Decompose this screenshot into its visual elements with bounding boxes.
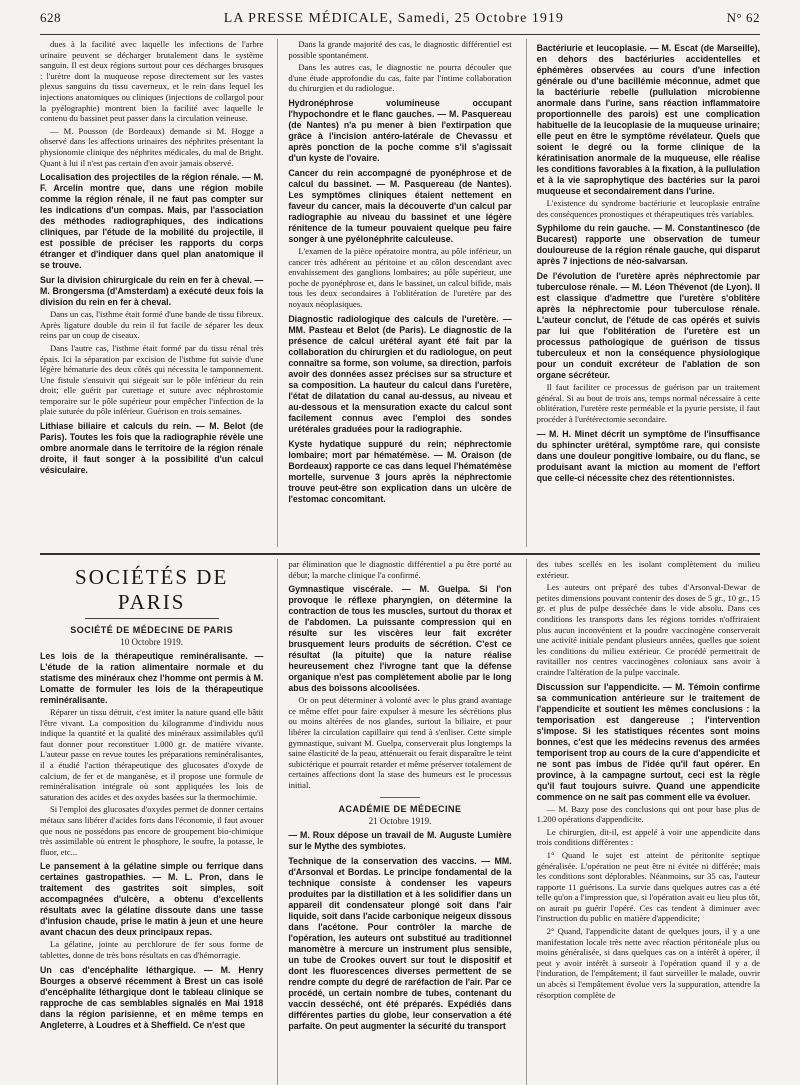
- section-title-rule: [85, 618, 219, 619]
- separator: [380, 797, 420, 798]
- paragraph: Dans les autres cas, le diagnostic ne pourra découler que d'une étude approfondie du cas, faite par l'intime collaboration du chirurgien et du radiologue.: [288, 62, 512, 94]
- article-heading: Bactériurie et leucoplasie. — M. Escat (de Marseille), en dehors des bactériuries accidentelles et éphémères observées au cours d'une infection générale ou d'une bacillémie méconnue, admet que la bactériurie rebelle (pullulation microbienne anormale dans l'urine, sans réaction inflammatoire proportionnelle des parois) est une complication habituelle de la leucoplasie de la muqueuse urinaire; elle peut en être le symptôme révélateur. Quels que soient le degré ou la forme clinique de la kératinisation anormale de la muqueuse, elle réalise les conditions favorables à la fixation, à la pullulation et à la vie saprophytique des bactéries sur la paroi muqueuse et secondairement dans l'urine.: [536, 43, 760, 196]
- top-column-3: [526, 39, 760, 547]
- bottom-column-2: [277, 559, 511, 1085]
- article-heading: Technique de la conservation des vaccins. — MM. d'Arsonval et Bordas. Le principe fondamental de la technique consiste à condenser les vapeurs produites par la distillation et à les solidifier dans un appareil dit condensateur plongé soit dans l'air liquide, soit dans l'acide carbonique neigeux dissous dans l'acétone. Pour contrôler la marche de l'opération, les auteurs ont substitué au traditionnel manomètre à mercure un instrument plus sensible, un tube de Crookes ouvert sur tout le dispositif et dont les fluorescences diverses permettent de se rendre compte du degré de raréfaction de l'air. Par ce procédé, un certain nombre de tubes, contenant du vaccin desséché, ont été préparés. Expédiés dans différentes parties du globe, leur conservation a été parfaite. On peut augmenter la sécurité du transport: [288, 855, 512, 1031]
- section-title: SOCIÉTÉS DE PARIS: [75, 565, 229, 614]
- top-section: [40, 35, 760, 547]
- article-heading: Localisation des projectiles de la région rénale. — M. F. Arcelin montre que, dans une région mobile comme la région rénale, il ne faut pas compter sur les indications d'un compas. Mais, par l'association des méthodes radiographiques, des indications cliniques, par l'étude de la mobilité du projectile, il est possible de préciser les rapports du corps étranger et d'indiquer dans quel plan anatomique il se trouve.: [40, 172, 264, 271]
- article-heading: — M. Roux dépose un travail de M. Auguste Lumière sur le Mythe des symbiotes.: [288, 829, 512, 851]
- paragraph: Dans l'autre cas, l'isthme était formé par du tissu rénal très épais. Ici la séparation par excision de l'isthme fut suivie d'une légère hématurie des deux côtés qui nécessita le tamponnement. Une fistule s'ensuivit qui siégeait sur le pôle inférieur du rein droit; elle guérit par curettage et suture avec néphrostomie temporaire sur le pôle supérieur pour empêcher l'infection de la plaie suturée du pôle inférieur. Guérison en trois semaines.: [40, 342, 264, 417]
- paragraph: — M. Pousson (de Bordeaux) demande si M. Hogge a observé dans les affections urinaires des néphrites présentant la physionomie clinique des néphrites médicales, du mal de Bright. Quant à lui il n'est pas certain d'en avoir jamais observé.: [40, 125, 264, 168]
- journal-title: LA PRESSE MÉDICALE, Samedi, 25 Octobre 1919: [223, 11, 564, 26]
- society-name: ACADÉMIE DE MÉDECINE: [338, 803, 462, 814]
- article-heading: Hydronéphrose volumineuse occupant l'hypochondre et le flanc gauches. — M. Pasquereau (de Nantes) n'a pu mener à bien l'extirpation que grâce à l'incision antéro-latérale de Chevassu et après ponction de la poche comme s'il s'agissait d'un kyste de l'ovaire.: [288, 97, 512, 163]
- society-name: SOCIÉTÉ DE MÉDECINE DE PARIS: [70, 625, 234, 635]
- top-column-2: [277, 39, 511, 547]
- article-heading: Discussion sur l'appendicite. — M. Témoin confirme sa communication antérieure sur le traitement de l'appendicite et soutient les mêmes conclusions : la temporisation est dangereuse ; l'intervention s'impose. Si les statistiques récentes sont moins bonnes, c'est que les médecins revenus des armées temporisent trop au cours de la cure d'appendicite et ne sont pas imbus de l'idée qu'il faut opérer. En province, à la campagne surtout, ceci est la règle qu'il faut toujours suivre. Quand une appendicite commence on ne sait pas comment elle va évoluer.: [536, 681, 760, 802]
- paragraph: Or on peut déterminer à volonté avec le plus grand avantage ce même effet pour faire expulser à mesure les sécrétions plus ou moins altérées de nos glandes, surtout la biliaire, et pour libérer la circulation capillaire qui tend à s'enliser. Cette simple gymnastique, suivant M. Guelpa, conserverait plus longtemps la saine élasticité de la peau, atténuerait ou ferait disparaître le teint subictérique et pourrait retarder et même préserver totalement de certaines affections dont la stase des humeurs est le processus initial.: [288, 695, 512, 790]
- article-heading: Le pansement à la gélatine simple ou ferrique dans certaines gastropathies. — M. L. Pron, dans le traitement des gastrites soit simples, soit accompagnées d'ulcère, a obtenu d'excellents résultats avec la gélatine dissoute dans une tasse d'infusion chaude, prise le matin à jeun et une heure avant chacun des deux principaux repas.: [40, 861, 264, 938]
- paragraph: par élimination que le diagnostic différentiel a pu être porté au début; la marche clinique l'a confirmé.: [288, 559, 512, 580]
- page-number: 628: [40, 10, 61, 25]
- paragraph: Il faut faciliter ce processus de guérison par un traitement général. Si au bout de trois ans, temps normal nécessaire à cette oblitération, l'uretère reste perméable et la pyurie persiste, il faut procéder à l'urétérectomie secondaire.: [536, 382, 760, 424]
- article-heading: Cancer du rein accompagné de pyonéphrose et de calcul du bassinet. — M. Pasquereau (de Nantes). Les symptômes cliniques étaient nettement en faveur du cancer, mais la découverte d'un calcul par radiographie au niveau du bassinet et une légère rénitence de la tumeur pouvaient quelque peu faire songer à une pyélonéphrite calculeuse.: [288, 167, 512, 244]
- session-date: 10 Octobre 1919.: [120, 637, 184, 647]
- bottom-column-3: [526, 559, 760, 1085]
- article-heading: Diagnostic radiologique des calculs de l'uretère. — MM. Pasteau et Belot (de Paris). Le diagnostic de la présence de calcul urétéral ayant été fait par la collaboration du chirurgien et du radiologue, on peut connaître sa forme, son volume, sa direction, parfois avoir des données assez précises sur sa structure et sa composition. La hauteur du calcul dans l'uretère, l'état de dilatation du canal au-dessus, au niveau et au-dessous et la mensuration exacte du calcul sont facilement connus avec l'emploi des sondes urétérales graduées pour la radiographie.: [288, 313, 512, 434]
- paragraph: 1° Quand le sujet est atteint de péritonite septique généralisée. L'opération ne peut être ni évitée ni différée; mais les conditions sont déplorables. Néanmoins, sur 35 cas, l'auteur rapporte 11 guérisons. La survie dans quelques autres cas a été telle qu'on a l'impression que, si l'opération avait eu lieu plus tôt, on aurait pu guérir l'opéré. Ces cas tendent à diminuer avec l'instruction du public en matière d'appendicite;: [536, 849, 760, 924]
- top-column-1: [40, 39, 263, 547]
- issue-number: N° 62: [726, 10, 760, 25]
- article-heading: Syphilome du rein gauche. — M. Constantinesco (de Bucarest) rapporte une observation de tumeur douloureuse de la région rénale gauche, qui disparut après 7 injections de néo-salvarsan.: [536, 223, 760, 267]
- paragraph: dues à la facilité avec laquelle les infections de l'arbre urinaire peuvent se décharger brutalement dans le système sanguin. Il est deux régions surtout pour ces décharges brusques : l'urètre dont la muqueuse repose directement sur les vastes plexus sanguins du tissu caverneux, et le rein dans lequel les injections anatomiques ou cliniques (injections de collargol pour la pyélographie) montrent bien la facilité avec laquelle le contenu du bassinet peut passer dans la circulation veineuse.: [40, 39, 264, 124]
- paragraph: des tubes scellés en les isolant complètement du milieu extérieur.: [536, 559, 760, 580]
- paragraph: La gélatine, jointe au perchlorure de fer sous forme de tablettes, donne de très bons résultats en cas d'hémorragie.: [40, 939, 264, 960]
- article-heading: Un cas d'encéphalite léthargique. — M. Henry Bourges a observé récemment à Brest un cas isolé d'encéphalite léthargique dont le tableau clinique se rapproche de cas semblables signalés en Mai 1918 dans la région parisienne, et en même temps en Angleterre, à Loudres et à Sheffield. Ce n'est que: [40, 964, 264, 1030]
- article-heading: Kyste hydatique suppuré du rein; néphrectomie lombaire; mort par hématémèse. — M. Oraison (de Bordeaux) rapporte ce cas dans lequel l'hématémèse mortelle, survenue 3 jours après la néphrectomie trouve peut-être son explication dans un ulcère de l'estomac concomitant.: [288, 438, 512, 504]
- article-heading: Les lois de la thérapeutique reminéralisante. — L'étude de la ration alimentaire normale et du statisme des minéraux chez l'homme ont permis à M. Lomatte de formuler les lois de la thérapeutique reminéralisante.: [40, 651, 264, 705]
- paragraph: L'existence du syndrome bactériurie et leucoplasie entraîne des conséquences pronostiques et thérapeutiques très variables.: [536, 198, 760, 219]
- bottom-column-1: [40, 559, 263, 1085]
- article-heading: — M. H. Minet décrit un symptôme de l'insuffisance du sphincter urétéral, symptôme rare, qui consiste dans une douleur pongitive lombaire, ou du flanc, se produisant avant la miction au moment de l'effort que celle-ci nécessite chez des rétentionnistes.: [536, 428, 760, 483]
- paragraph: Réparer un tissu détruit, c'est imiter la nature quand elle bâtit l'être vivant. La composition du kilogramme d'individu nous indique la quantité et la qualité des minéraux assimilables qu'il faut donner pour reconstituer 1.000 gr. de matière vivante. L'auteur passe en revue toutes les préparations reminéralisantes, il a étudié l'action thérapeutique des glucosates d'oxyde de calcium, de fer et de manganèse, et il propose une formule de reminéralisation intégrale où sont appliquées les lois de saturation des acides et des oxydes basées sur la thermochimie.: [40, 707, 264, 802]
- session-date: 21 Octobre 1919.: [368, 815, 432, 826]
- article-heading: Gymnastique viscérale. — M. Guelpa. Si l'on provoque le réflexe pharyngien, on détermine la contraction de tous les muscles, surtout du thorax et de l'abdomen. La puissante compression qui en résulte sur les viscères leur fait excréter brusquement leurs produits de sécrétion. C'est ce résultat (la pituite) que la nature réalise heureusement chez l'ivrogne tant que la défense organique n'est pas complètement abolie par le long abus des boissons alcoolisées.: [288, 584, 512, 694]
- bottom-column-1-body: [40, 625, 263, 1031]
- article-heading: Lithiase biliaire et calculs du rein. — M. Belot (de Paris). Toutes les fois que la radiographie révèle une ombre anormale dans le territoire de la région rénale droite, il faut songer à la possibilité d'un calcul vésiculaire.: [40, 421, 264, 476]
- paragraph: Dans un cas, l'isthme était formé d'une bande de tissu fibreux. Après ligature double du rein il fut facile de séparer les deux reins par un coup de ciseaux.: [40, 309, 264, 341]
- article-heading: Sur la division chirurgicale du rein en fer à cheval. — M. Brongersma (d'Amsterdam) a exécuté deux fois la division du rein en fer à cheval.: [40, 275, 264, 308]
- paragraph: Les auteurs ont préparé des tubes d'Arsonval-Dewar de petites dimensions pouvant contenir des doses de 5 gr., 10 gr., 15 gr. et plus de pulpe desséchée dans le vide absolu. Dans ces conditions les transports dans les régions torrides n'offriraient plus aucun inconvénient et la poudre vaccinogène conserverait une activité initiale pendant plusieurs années, quelles que soient les conditions du milieu extérieur. Ce procédé permettrait de ravitailler nos centres vaccinogènes coloniaux sans avoir à craindre l'altération de la pulpe vaccinale.: [536, 582, 760, 677]
- paragraph: Dans la grande majorité des cas, le diagnostic différentiel est possible spontanément.: [288, 39, 512, 60]
- page-header: [40, 10, 760, 35]
- paragraph: Si l'emploi des glucosates d'oxydes permet de donner certains métaux sans libérer d'acides forts dans l'économie, il faut avouer que nous ne possédons pas encore de groupement bio-chimique très assimilable où entrent le phosphore, le soufre, la potasse, le fluor, etc...: [40, 804, 264, 857]
- paragraph: Le chirurgien, dit-il, est appelé à voir une appendicite dans trois conditions différentes :: [536, 826, 760, 848]
- bottom-section: [40, 555, 760, 1085]
- article-heading: De l'évolution de l'uretère après néphrectomie par tuberculose rénale. — M. Léon Thévenot (de Lyon). Il est classique d'admettre que l'uretère s'oblitère après la néphrectomie pour tuberculose rénale. L'auteur conclut, de l'étude de cas opérés et suivis par lui que l'oblitération de l'uretère est un processus pathologique de guérison de tissus tuberculeux et non la conséquence physiologique pour un conduit excréteur de l'ablation de son organe sécréteur.: [536, 271, 760, 381]
- paragraph: L'examen de la pièce opératoire montra, au pôle inférieur, un cancer très adhérent au péritoine et au côlon descendant avec envahissement des ganglions lombaires; au pôle supérieur, une poche de pyonéphrose et, dans le bassinet, un calcul bifide, mais tous les deux secondaires à l'oblitération de l'uretère par des noyaux néoplasiques.: [288, 245, 512, 309]
- paragraph: — M. Bazy pose des conclusions qui ont pour base plus de 1.200 opérations d'appendicite.: [536, 803, 760, 825]
- paragraph: 2° Quand, l'appendicite datant de quelques jours, il y a une manifestation locale très nette avec réaction péritonéale plus ou moins généralisée, si dans quelques cas on a intérêt à opérer, il peut y avoir intérêt à surseoir à l'opération quand il y a de l'induration, de l'empâtement; il faut surveiller le malade, ouvrir un abcès si l'empâtement évolue vers la suppuration, attendre la résorption complète de: [536, 926, 760, 1000]
